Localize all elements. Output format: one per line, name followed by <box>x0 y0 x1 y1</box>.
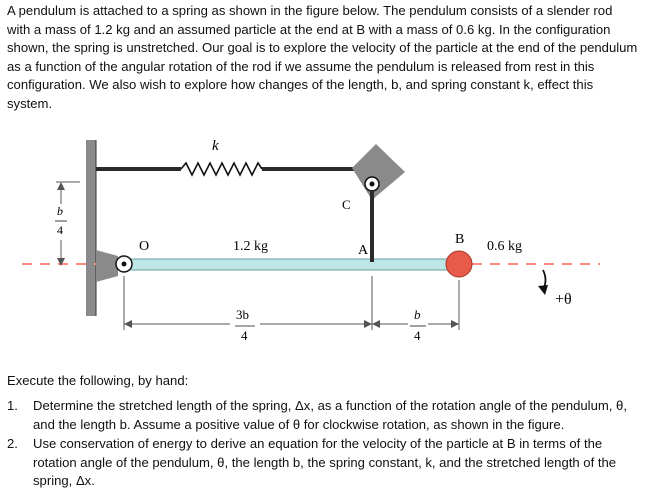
mid-dim-den: 4 <box>241 328 248 343</box>
pendulum-figure <box>0 130 647 358</box>
pivot-label: O <box>139 239 150 254</box>
task-list <box>7 397 637 492</box>
spring-label: k <box>212 138 219 154</box>
rotation-label: +θ <box>555 291 572 308</box>
task-number: 2. <box>7 436 18 452</box>
instructions-lead: Execute the following, by hand: <box>7 373 189 388</box>
attach-label: A <box>358 243 369 258</box>
spring <box>181 163 262 175</box>
particle-b <box>446 251 472 277</box>
right-dim-den: 4 <box>414 328 421 343</box>
task-number: 1. <box>7 398 18 413</box>
mid-dim-num: 3b <box>236 307 249 322</box>
particle-mass-label: 0.6 kg <box>487 239 522 254</box>
task-text: Determine the stretched length of the spring, Δx, as a function of the rotation angle of the pendulum, θ, and the length b. Assume a positive value of θ for clockwise rotation, as shown in the figure. <box>33 398 627 432</box>
particle-label: B <box>455 232 465 247</box>
support-label: C <box>342 197 351 212</box>
rod <box>120 259 455 270</box>
support-bracket <box>352 144 405 200</box>
left-dim-num: b <box>57 204 63 218</box>
task-item <box>7 397 637 434</box>
right-dim-num: b <box>414 307 421 322</box>
wall <box>86 140 96 316</box>
pivot-bracket <box>96 250 118 282</box>
left-dim-den: 4 <box>57 223 63 237</box>
task-item <box>7 435 637 491</box>
task-text: Use conservation of energy to derive an equation for the velocity of the particle at B in terms of the rotation angle of the pendulum, θ, the length b, the spring constant, k, and the stretched length of the spring, Δx. <box>33 436 617 489</box>
problem-intro: A pendulum is attached to a spring as shown in the figure below. The pendulum consists of a slender rod with a mass of 1.2 kg and an assumed particle at the end at B with a mass of 0.6 kg. In the configuration shown, the spring is unstretched. Our goal is to explore the velocity of the particle at the end of the pendulum as a function of the angular rotation of the rod if we assume the pendulum is released from rest in this configuration. We also wish to explore how changes of the length, b, and spring constant k, effect this system. <box>7 3 638 111</box>
rod-mass-label: 1.2 kg <box>233 239 268 254</box>
